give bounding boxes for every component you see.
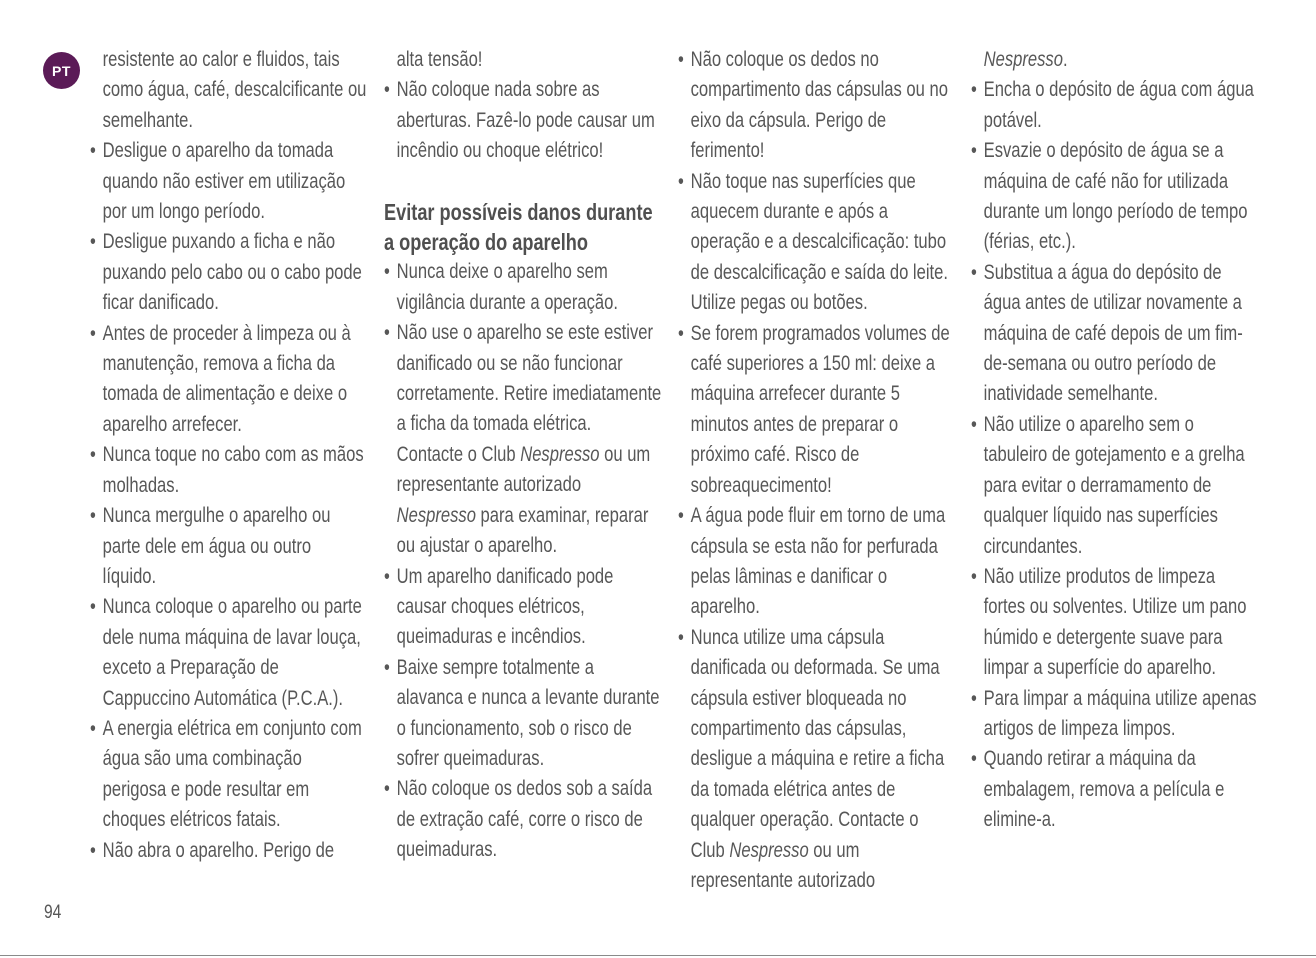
text-column-2 [384,45,662,866]
bullet-text: ou um representante autorizado [396,442,651,497]
bullet-item: • Não coloque nada sobre as aberturas. Fazê-lo pode causar um incêndio ou choque elétrico! [384,75,662,166]
bullet-item: • Para limpar a máquina utilize apenas artigos de limpeza limpos. [971,684,1257,745]
page-number: 94 [44,902,62,923]
bullet-item: • Antes de proceder à limpeza ou à manutenção, remova a ficha da tomada de alimentação e deixe o aparelho arrefecer. [90,319,367,441]
bullet-text: Não use o aparelho se este estiver danificado ou se não funcionar corretamente. Retire imediatamente a ficha da tomada elétrica. Contacte o Club [396,321,662,466]
text-column-3 [678,45,956,896]
bullet-item: • Se forem programados volumes de café superiores a 150 ml: deixe a máquina arrefecer durante 5 minutos antes de preparar o próximo café. Risco de sobreaquecimento! [678,319,956,501]
bullet-text: Nunca utilize uma cápsula danificada ou deformada. Se uma cápsula estiver bloqueada no compartimento das cápsulas, desligue a máquina e retire a ficha da tomada elétrica antes de qualquer operação. Contacte o Club [690,625,945,862]
bullet-item: • Não coloque os dedos no compartimento das cápsulas ou no eixo da cápsula. Perigo de ferimento! [678,45,956,167]
bullet-text: ou um representante autorizado [690,838,876,892]
bullet-item: • Não toque nas superfícies que aquecem durante e após a operação e a descalcificação: tubo de descalcificação e saída do leite. Utilize pegas ou botões. [678,167,956,319]
bullet-item: • Um aparelho danificado pode causar choques elétricos, queimaduras e incêndios. [384,562,662,653]
paragraph-continuation: alta tensão! [396,48,483,71]
paragraph-continuation [971,45,1257,75]
brand-name: Nespresso [983,48,1063,71]
language-badge: PT [43,52,80,89]
bullet-item: • Não utilize produtos de limpeza fortes ou solventes. Utilize um pano húmido e detergente suave para limpar a superfície do aparelho. [971,562,1257,684]
bullet-item: • Substitua a água do depósito de água antes de utilizar novamente a máquina de café depois de um fim-de-semana ou outro período de inatividade semelhante. [971,258,1257,410]
bullet-item: • Quando retirar a máquina da embalagem, remova a película e elimine-a. [971,744,1257,835]
bullet-item: • Nunca deixe o aparelho sem vigilância durante a operação. [384,257,662,318]
bullet-item: • Desligue o aparelho da tomada quando não estiver em utilização por um longo período. [90,136,367,227]
bullet-item: • Baixe sempre totalmente a alavanca e nunca a levante durante o funcionamento, sob o risco de sofrer queimaduras. [384,653,662,775]
punctuation: . [1062,48,1068,71]
brand-name: Nespresso [520,442,600,466]
bullet-item [384,318,662,561]
bullet-item: • A energia elétrica em conjunto com água são uma combinação perigosa e pode resultar em choques elétricos fatais. [90,714,367,836]
bullet-item: • A água pode fluir em torno de uma cápsula se esta não for perfurada pelas lâminas e danificar o aparelho. [678,501,956,623]
text-column-4 [971,45,1257,836]
footer-divider [0,955,1316,956]
bullet-item: • Nunca coloque o aparelho ou parte dele numa máquina de lavar louça, exceto a Preparação de Cappuccino Automática (P.C.A.). [90,592,367,714]
text-column-1 [90,45,367,866]
bullet-text: para examinar, reparar ou ajustar o aparelho. [396,503,649,558]
bullet-item: • Encha o depósito de água com água potável. [971,75,1257,136]
bullet-item: • Desligue puxando a ficha e não puxando pelo cabo ou o cabo pode ficar danificado. [90,227,367,318]
bullet-item: • Nunca toque no cabo com as mãos molhadas. [90,440,367,501]
section-heading: Evitar possíveis danos durante a operação do aparelho [384,198,653,256]
bullet-item [678,623,956,897]
bullet-item: • Não abra o aparelho. Perigo de [90,836,367,866]
bullet-item: • Não utilize o aparelho sem o tabuleiro de gotejamento e a grelha para evitar o derramamento de qualquer líquido nas superfícies circundantes. [971,410,1257,562]
bullet-item: • Esvazie o depósito de água se a máquina de café não for utilizada durante um longo período de tempo (férias, etc.). [971,136,1257,258]
paragraph-continuation: resistente ao calor e fluidos, tais como água, café, descalcificante ou semelhante. [102,48,367,132]
brand-name: Nespresso [396,503,476,527]
brand-name: Nespresso [729,838,809,862]
bullet-item: • Nunca mergulhe o aparelho ou parte dele em água ou outro líquido. [90,501,367,592]
bullet-item: • Não coloque os dedos sob a saída de extração café, corre o risco de queimaduras. [384,774,662,865]
